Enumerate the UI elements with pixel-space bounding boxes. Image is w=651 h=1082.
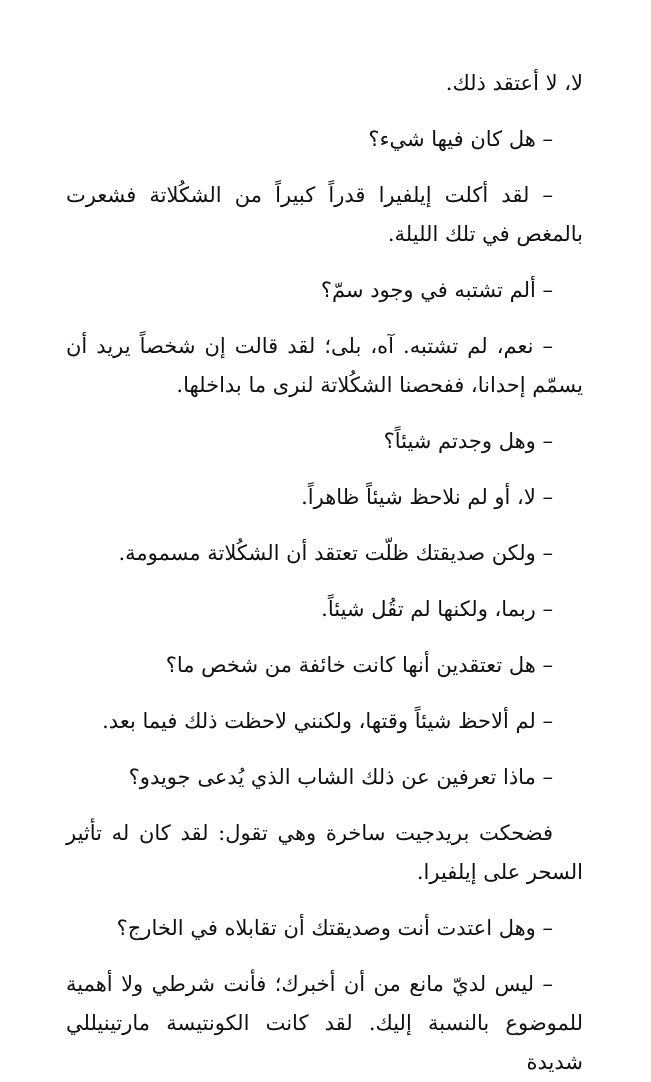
page-text [66, 64, 583, 1082]
paragraph: – ماذا تعرفين عن ذلك الشاب الذي يُدعى جويدو؟ [128, 765, 553, 789]
paragraph: – وهل وجدتم شيئاً؟ [383, 429, 553, 453]
paragraph: فضحكت بريدجيت ساخرة وهي تقول: لقد كان له تأثير السحر على إيلفيرا. [66, 821, 583, 884]
paragraph: – ليس لديّ مانع من أن أخبرك؛ فأنت شرطي ولا أهمية للموضوع بالنسبة إليك. لقد كانت الكونتيسة مارتينيللي شديدة [66, 972, 583, 1074]
paragraph: – ولكن صديقتك ظلّت تعتقد أن الشكُلاتة مسمومة. [118, 541, 553, 565]
paragraph: – ألم تشتبه في وجود سمّ؟ [320, 278, 553, 302]
paragraph: لا، لا أعتقد ذلك. [445, 71, 583, 95]
paragraph: – لقد أكلت إيلفيرا قدراً كبيراً من الشكُلاتة فشعرت بالمغص في تلك الليلة. [66, 183, 583, 246]
paragraph: – نعم، لم تشتبه. آه، بلى؛ لقد قالت إن شخصاً يريد أن يسمّم إحدانا، ففحصنا الشكُلاتة لنرى ما بداخلها. [66, 334, 583, 397]
paragraph: – هل تعتقدين أنها كانت خائفة من شخص ما؟ [165, 653, 553, 677]
paragraph: – وهل اعتدت أنت وصديقتك أن تقابلاه في الخارج؟ [116, 916, 553, 940]
paragraph: – لم ألاحظ شيئاً وقتها، ولكنني لاحظت ذلك فيما بعد. [102, 709, 553, 733]
paragraph: – لا، أو لم نلاحظ شيئاً ظاهراً. [301, 485, 553, 509]
paragraph: – ربما، ولكنها لم تقُل شيئاً. [321, 597, 553, 621]
paragraph: – هل كان فيها شيء؟ [368, 127, 553, 151]
